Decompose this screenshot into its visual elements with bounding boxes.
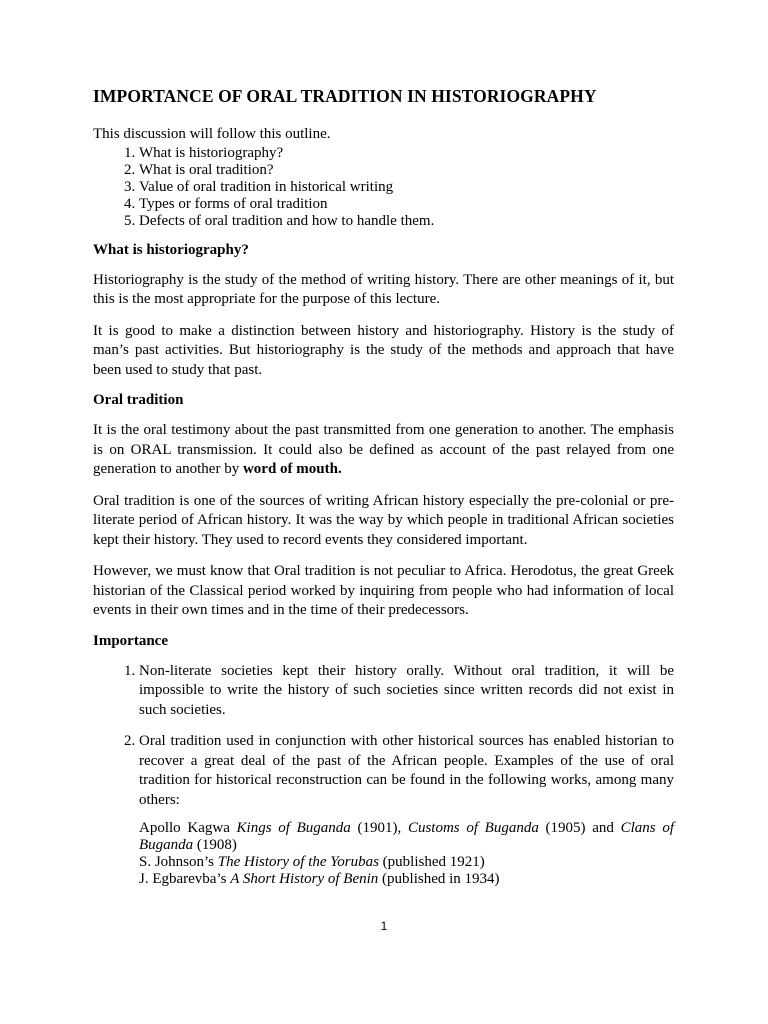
- paragraph: [93, 421, 674, 480]
- reference-kagwa: [139, 820, 674, 854]
- paragraph: Historiography is the study of the method of writing history. There are other meanings of it, but this is the most appropriate for the purpose of this lecture.: [93, 271, 674, 307]
- importance-list: [93, 662, 674, 811]
- importance-item: [139, 732, 674, 810]
- ref-text: (1905) and: [538, 820, 621, 836]
- ref-text: S. Johnson’s: [139, 854, 218, 870]
- references-block: [139, 820, 674, 888]
- reference-egbarevba: [139, 871, 674, 888]
- outline-item: 4. Types or forms of oral tradition: [139, 196, 674, 213]
- ref-title: Clans of Buganda: [139, 820, 674, 853]
- bold-phrase: word of mouth: [242, 461, 338, 477]
- paragraph: However, we must know that Oral tradition is not peculiar to Africa. Herodotus, the great Greek historian of the Classical period worked by inquiring from people who had information of local events in their own times and in the time of their predecessors.: [93, 563, 674, 618]
- intro-text: This discussion will follow this outline.: [93, 126, 331, 142]
- paragraph: Oral tradition is one of the sources of writing African history especially the pre-colonial or pre-literate period of African history. It was the way by which people in traditional African societies kept their history. They used to record events they considered important.: [93, 492, 674, 548]
- importance-item-text: Oral tradition used in conjunction with other historical sources has enabled historian to recover a great deal of the past of the African people. Examples of the use of oral tradition for historical reconstruction can be found in the following works, among many others:: [139, 733, 674, 808]
- paragraph-text: It is the oral testimony about the past transmitted from one generation to another. The emphasis is on ORAL transmission. It could also be defined as account of the past relayed from one generation to another by: [93, 422, 674, 477]
- ref-title: A Short History of Benin: [230, 871, 379, 887]
- document-title: IMPORTANCE OF ORAL TRADITION IN HISTORIOGRAPHY: [93, 86, 597, 106]
- section-heading-importance: Importance: [93, 632, 168, 649]
- bold-period: .: [337, 461, 342, 477]
- page-number: 1: [380, 919, 388, 933]
- ref-text: Apollo Kagwa: [139, 820, 237, 836]
- paragraph: It is good to make a distinction between history and historiography. History is the study of man’s past activities. But historiography is the study of the methods and approach that have been used to study that past.: [93, 322, 674, 378]
- outline-list: [93, 145, 674, 230]
- ref-text: (1908): [193, 837, 237, 853]
- ref-text: (1901),: [350, 820, 408, 836]
- ref-title: Customs of Buganda: [407, 820, 539, 836]
- outline-item: 2. What is oral tradition?: [139, 162, 674, 179]
- section-heading-historiography: What is historiography?: [93, 241, 249, 258]
- outline-item: 5. Defects of oral tradition and how to handle them.: [139, 213, 674, 230]
- reference-johnson: [139, 854, 674, 871]
- importance-item: 1. Non-literate societies kept their history orally. Without oral tradition, it will be impossible to write the history of such societies since written records did not exist in such societies.: [139, 662, 674, 721]
- ref-text: (published in 1934): [378, 871, 500, 887]
- outline-item: 1. What is historiography?: [139, 145, 674, 162]
- ref-title: Kings of Buganda: [236, 820, 351, 836]
- section-heading-oral-tradition: Oral tradition: [93, 392, 184, 408]
- ref-title: The History of the Yorubas: [217, 854, 379, 870]
- ref-text: J. Egbarevba’s: [139, 871, 231, 887]
- outline-item: 3. Value of oral tradition in historical writing: [139, 179, 674, 196]
- ref-text: (published 1921): [378, 854, 485, 870]
